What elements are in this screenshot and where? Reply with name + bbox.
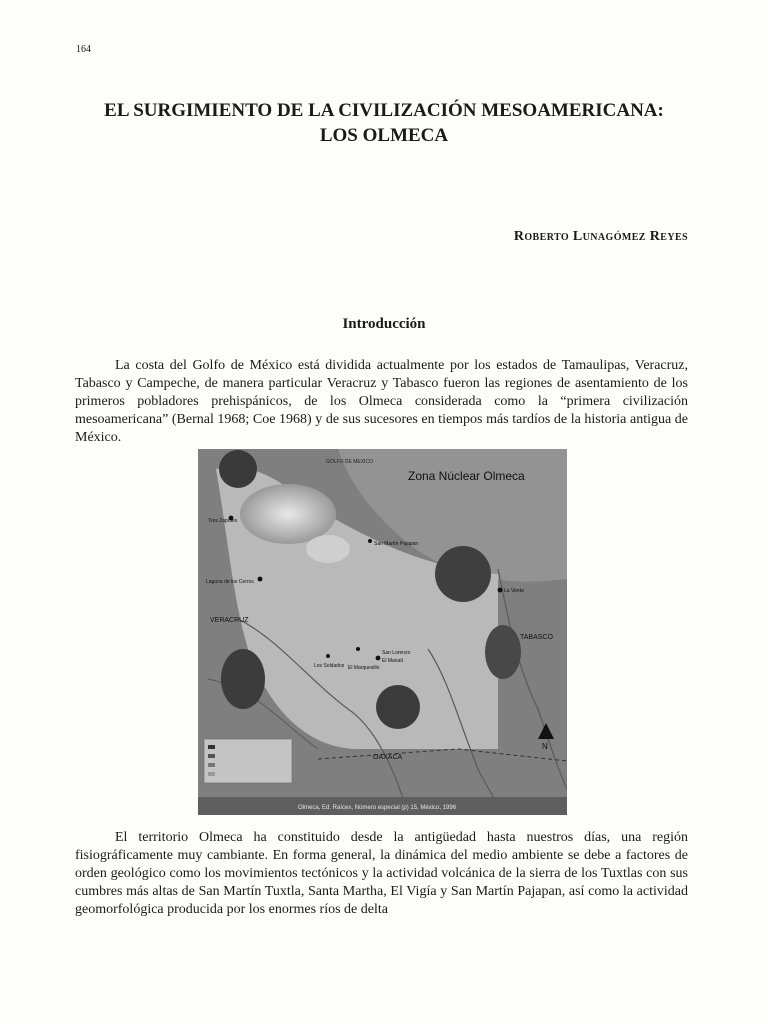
title-line-2: LOS OLMECA [319,125,449,146]
site-label-san-martin-pajapan: San Martín Pajapan [374,541,419,547]
site-marker [498,588,503,593]
gulf-label: GOLFO DE MEXICO [326,459,373,465]
page-title [60,98,708,148]
region-label-veracruz: VERACRUZ [210,617,249,624]
map-title: Zona Núclear Olmeca [408,469,525,483]
legend-swatch [208,763,215,767]
section-heading: Introducción [342,316,426,332]
map-legend [204,739,292,783]
title-line-1: EL SURGIMIENTO DE LA CIVILIZACIÓN MESOAMERICANA: [104,100,664,121]
site-label-laguna-de-los-cerros: Laguna de los Cerros [206,579,254,585]
site-marker [368,539,372,543]
site-marker [356,647,360,651]
map-caption: Olmeca, Ed. Raíces, Número especial (p) 15, México, 1996 [298,805,457,811]
seated-figure-icon [485,625,521,679]
site-label-el-manati: El Manatí [382,658,404,664]
legend-swatch [208,745,215,749]
olmec-head-icon [435,546,491,602]
region-label-oaxaca: OAXACA [373,754,403,761]
site-label-tres-zapotes: Tres Zapotes [208,518,238,524]
tuxtlas-highlands [240,484,336,544]
site-label-san-lorenzo: San Lorenzo [382,650,411,656]
site-label-la-venta: La Venta [504,588,524,594]
olmec-head-icon [219,450,257,488]
region-label-tabasco: TABASCO [520,634,553,641]
paragraph-territory: El territorio Olmeca ha constituido desde la antigüedad hasta nuestros días, una región fisiográficamente muy cambiante. En forma general, la dinámica del medio ambiente se debe a factores de orden geológico como los movimientos tectónicos y la actividad volcánica de la sierra de los Tuxtlas con sus cumbres más altas de San Martín Tuxtla, Santa Martha, El Vigía y San Martín Pajapan, así como la actividad geomorfológica producida por los enormes ríos de delta [75,830,688,917]
site-label-los-soldados: Los Soldados [314,663,345,669]
seated-figure-icon [221,649,265,709]
highland-patch [306,535,350,563]
legend-swatch [208,754,215,758]
site-marker [258,577,263,582]
paragraph-intro: La costa del Golfo de México está dividida actualmente por los estados de Tamaulipas, Veracruz, Tabasco y Campeche, de manera particular Veracruz y Tabasco fueron las regiones de asentamiento de los primeros pobladores prehispánicos, de los Olmeca considerada como la “primera civilización mesoamericana” (Bernal 1968; Coe 1968) y de sus sucesores en tiempos más tardíos de la historia antigua de México. [75,358,688,445]
map-svg [198,449,567,815]
author-name: Roberto Lunagómez Reyes [513,229,688,244]
site-marker [326,654,330,658]
site-marker [376,656,381,661]
site-label-el-marquesillo: El Marquesillo [348,665,380,671]
svg-text:N: N [542,742,548,751]
page-number: 164 [76,44,91,55]
olmec-head-icon [376,685,420,729]
olmec-zone-map [198,449,567,815]
legend-swatch [208,772,215,776]
